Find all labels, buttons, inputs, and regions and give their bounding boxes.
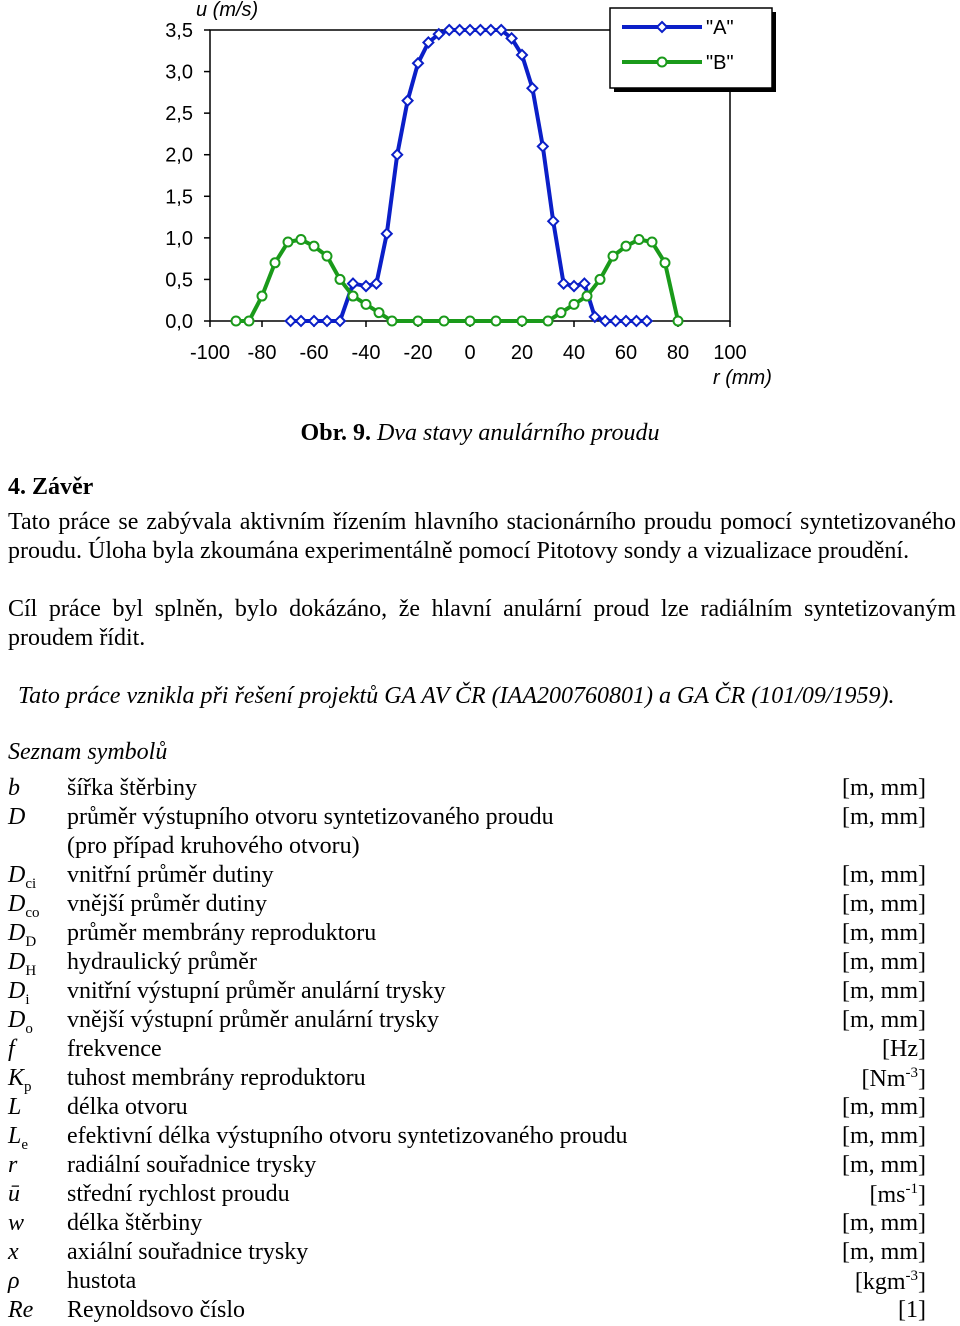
symbol-description: délka otvoru — [67, 1094, 188, 1120]
series-a-point — [642, 316, 652, 326]
series-b-point — [414, 317, 423, 326]
conclusion-paragraph-2: Cíl práce byl splněn, bylo dokázáno, že hlavní anulární proud lze radiálním syntetizovaným proudem řídit. — [8, 596, 956, 651]
symbol-unit: [m, mm] — [842, 920, 926, 946]
symbol-name: $K_p$ — [8, 1065, 32, 1095]
series-b-point — [232, 317, 241, 326]
symbol-name: b — [8, 775, 20, 801]
series-b-point — [323, 252, 332, 261]
x-tick-label: 80 — [666, 342, 690, 364]
symbol-row — [0, 1210, 960, 1239]
symbol-description: (pro případ kruhového otvoru) — [67, 833, 360, 859]
symbol-unit: [m, mm] — [842, 978, 926, 1004]
unit-exponent: -1 — [905, 1181, 918, 1197]
series-b-point — [570, 300, 579, 309]
symbol-row — [0, 1007, 960, 1036]
series-b-point — [258, 292, 267, 301]
symbol-row — [0, 1239, 960, 1268]
symbol-description: vnější průměr dutiny — [67, 891, 267, 917]
y-tick-label: 2,5 — [165, 103, 193, 126]
series-a-point — [475, 25, 485, 35]
y-tick-label: 3,5 — [165, 20, 193, 42]
x-tick-label: -80 — [247, 342, 277, 364]
series-a-point — [296, 316, 306, 326]
x-tick-label: 60 — [614, 342, 638, 364]
symbol-subscript: o — [25, 1020, 33, 1037]
x-tick-label: -20 — [403, 342, 433, 364]
y-tick-label: 0,5 — [165, 269, 193, 292]
series-b-point — [362, 300, 371, 309]
series-b-point — [297, 235, 306, 244]
series-b-point — [466, 317, 475, 326]
series-a-point — [611, 316, 621, 326]
x-tick-label: -60 — [299, 342, 329, 364]
series-b-point — [557, 308, 566, 317]
symbol-description: vnější výstupní průměr anulární trysky — [67, 1007, 439, 1033]
y-axis-label: u (m/s) — [196, 0, 259, 21]
symbol-unit: [m, mm] — [842, 1123, 926, 1149]
symbol-description: vnitřní výstupní průměr anulární trysky — [67, 978, 446, 1004]
symbol-row — [0, 775, 960, 804]
symbol-name: w — [8, 1210, 25, 1236]
symbol-name: L — [8, 1094, 22, 1120]
series-a-point — [621, 316, 631, 326]
series-b-point — [622, 242, 631, 251]
symbol-name: r — [8, 1152, 18, 1178]
symbol-description: tuhost membrány reproduktoru — [67, 1065, 366, 1091]
symbol-row — [0, 1268, 960, 1297]
x-axis-label: r (mm) — [713, 367, 772, 389]
unit-exponent: -3 — [905, 1268, 918, 1284]
series-b-point — [518, 317, 527, 326]
unit-exponent: -3 — [905, 1065, 918, 1081]
series-b-point — [271, 258, 280, 267]
x-tick-label: -40 — [351, 342, 381, 364]
symbol-unit: [m, mm] — [842, 1210, 926, 1236]
series-a-point — [322, 316, 332, 326]
symbol-row — [0, 1152, 960, 1181]
series-b-point — [609, 252, 618, 261]
series-b-point — [661, 258, 670, 267]
symbol-name: $D_o$ — [8, 1007, 33, 1037]
symbol-name: f — [8, 1036, 15, 1062]
series-a-point — [527, 83, 537, 93]
symbol-subscript: e — [21, 1136, 29, 1153]
symbol-description: Reynoldsovo číslo — [67, 1297, 245, 1323]
symbol-subscript: H — [25, 962, 37, 979]
series-a-point — [335, 316, 345, 326]
symbol-name: D — [8, 804, 26, 830]
symbol-subscript: co — [25, 904, 40, 921]
symbol-row — [0, 920, 960, 949]
x-tick-label: 100 — [713, 342, 747, 364]
symbol-row — [0, 978, 960, 1007]
symbol-unit: [m, mm] — [842, 891, 926, 917]
legend — [610, 8, 776, 92]
series-b-point — [583, 292, 592, 301]
series-b-point — [635, 235, 644, 244]
symbol-subscript: ci — [25, 875, 37, 892]
symbol-name: $D_i$ — [8, 978, 30, 1008]
series-b-point — [388, 317, 397, 326]
symbol-row — [0, 1181, 960, 1210]
legend-marker-b — [658, 58, 667, 67]
symbol-row — [0, 804, 960, 833]
symbol-name: $L_e$ — [8, 1123, 29, 1153]
symbol-unit: [1] — [898, 1297, 926, 1323]
symbol-unit: [kgm$^{-3}$] — [854, 1268, 926, 1295]
x-tick-label: 40 — [562, 342, 586, 364]
series-a-point — [538, 141, 548, 151]
figure-caption — [0, 420, 960, 447]
series-b-point — [245, 317, 254, 326]
y-axis-ticks — [165, 20, 210, 333]
symbol-row — [0, 862, 960, 891]
series-a-point — [559, 279, 569, 289]
symbol-name: Re — [8, 1297, 34, 1323]
symbol-description: axiální souřadnice trysky — [67, 1239, 309, 1265]
symbol-unit: [m, mm] — [842, 949, 926, 975]
symbol-unit: [m, mm] — [842, 862, 926, 888]
symbol-description: vnitřní průměr dutiny — [67, 862, 274, 888]
symbol-unit: [m, mm] — [842, 1152, 926, 1178]
symbol-description: efektivní délka výstupního otvoru syntetizovaného proudu — [67, 1123, 628, 1149]
symbol-subscript: D — [25, 933, 37, 950]
series-a-point — [309, 316, 319, 326]
y-tick-label: 0,0 — [165, 311, 193, 333]
symbol-row — [0, 891, 960, 920]
symbol-subscript: p — [24, 1078, 32, 1095]
symbol-row — [0, 1036, 960, 1065]
symbol-description: průměr výstupního otvoru syntetizovaného proudu — [67, 804, 554, 830]
series-a-point — [548, 216, 558, 226]
series-b-point — [375, 308, 384, 317]
y-tick-label: 3,0 — [165, 61, 193, 84]
symbol-subscript: i — [25, 991, 30, 1008]
symbol-description: hustota — [67, 1268, 137, 1294]
symbol-unit: $[ms^{-1}]$ — [869, 1181, 926, 1208]
symbol-unit: [m, mm] — [842, 1239, 926, 1265]
series-b-point — [492, 317, 501, 326]
series-a-point — [403, 96, 413, 106]
symbol-name: $D_D$ — [8, 920, 37, 950]
symbol-description: délka štěrbiny — [67, 1210, 203, 1236]
symbol-row — [0, 1297, 960, 1326]
symbol-name: $D_H$ — [8, 949, 37, 979]
symbol-unit: [Hz] — [882, 1036, 926, 1062]
symbol-row — [0, 1065, 960, 1094]
series-b-point — [596, 275, 605, 284]
series-a-point — [371, 279, 381, 289]
series-a-point — [486, 25, 496, 35]
series-b-point — [349, 292, 358, 301]
legend-label-b: "B" — [706, 52, 734, 74]
series-a-point — [465, 25, 475, 35]
y-tick-label: 2,0 — [165, 144, 193, 167]
series-a-point — [579, 279, 589, 289]
symbol-row — [0, 949, 960, 978]
symbol-unit: $[Nm^{-3}]$ — [861, 1065, 926, 1092]
y-tick-label: 1,5 — [165, 186, 193, 209]
symbol-description: frekvence — [67, 1036, 162, 1062]
x-axis-ticks — [190, 321, 747, 364]
y-tick-label: 1,0 — [165, 227, 193, 250]
x-tick-label: -100 — [189, 342, 231, 364]
series-b-point — [310, 242, 319, 251]
series-a-point — [392, 150, 402, 160]
symbol-description: střední rychlost proudu — [67, 1181, 290, 1207]
section-title: 4. Závěr — [8, 474, 94, 500]
conclusion-paragraph-1: Tato práce se zabývala aktivním řízením hlavního stacionárního proudu pomocí syntetizovaného proudu. Úloha byla zkoumána experimentálně pomocí Pitotovy sondy a vizualizace proudění. — [8, 509, 956, 564]
series-b-point — [440, 317, 449, 326]
symbol-description: hydraulický průměr — [67, 949, 257, 975]
symbol-description: radiální souřadnice trysky — [67, 1152, 317, 1178]
symbol-row — [0, 833, 960, 862]
x-tick-label: 20 — [510, 342, 534, 364]
series-a-point — [569, 281, 579, 291]
velocity-profile-chart — [0, 0, 960, 400]
symbol-name: $D_{ci}$ — [8, 862, 37, 892]
x-tick-label: 0 — [464, 342, 476, 364]
series-a-point — [286, 316, 296, 326]
series-b-point — [336, 275, 345, 284]
series-b-point — [648, 238, 657, 247]
symbol-name: x — [8, 1239, 19, 1265]
acknowledgement: Tato práce vznikla při řešení projektů GA AV ČR (IAA200760801) a GA ČR (101/09/1959). — [18, 683, 895, 709]
series-b-point — [674, 317, 683, 326]
symbol-unit: [m, mm] — [842, 1007, 926, 1033]
symbol-row — [0, 1123, 960, 1152]
legend-box — [610, 8, 772, 88]
symbols-title: Seznam symbolů — [8, 739, 168, 765]
symbol-unit: [m, mm] — [842, 1094, 926, 1120]
symbol-name: $D_{co}$ — [8, 891, 40, 921]
series-a-point — [455, 25, 465, 35]
series-a-point — [382, 229, 392, 239]
caption-label: Obr. 9. — [300, 420, 372, 446]
caption-text: Dva stavy anulárního proudu — [377, 420, 660, 446]
symbol-description: šířka štěrbiny — [67, 775, 197, 801]
series-b-point — [544, 317, 553, 326]
series-b-point — [284, 238, 293, 247]
symbol-name: ρ — [8, 1268, 20, 1294]
symbol-name: ū — [8, 1181, 20, 1207]
legend-label-a: "A" — [706, 17, 734, 39]
symbol-unit: [m, mm] — [842, 804, 926, 830]
symbol-unit: [m, mm] — [842, 775, 926, 801]
series-a-point — [348, 279, 358, 289]
symbol-description: průměr membrány reproduktoru — [67, 920, 377, 946]
symbol-row — [0, 1094, 960, 1123]
series-a-point — [631, 316, 641, 326]
series-a-point — [361, 281, 371, 291]
